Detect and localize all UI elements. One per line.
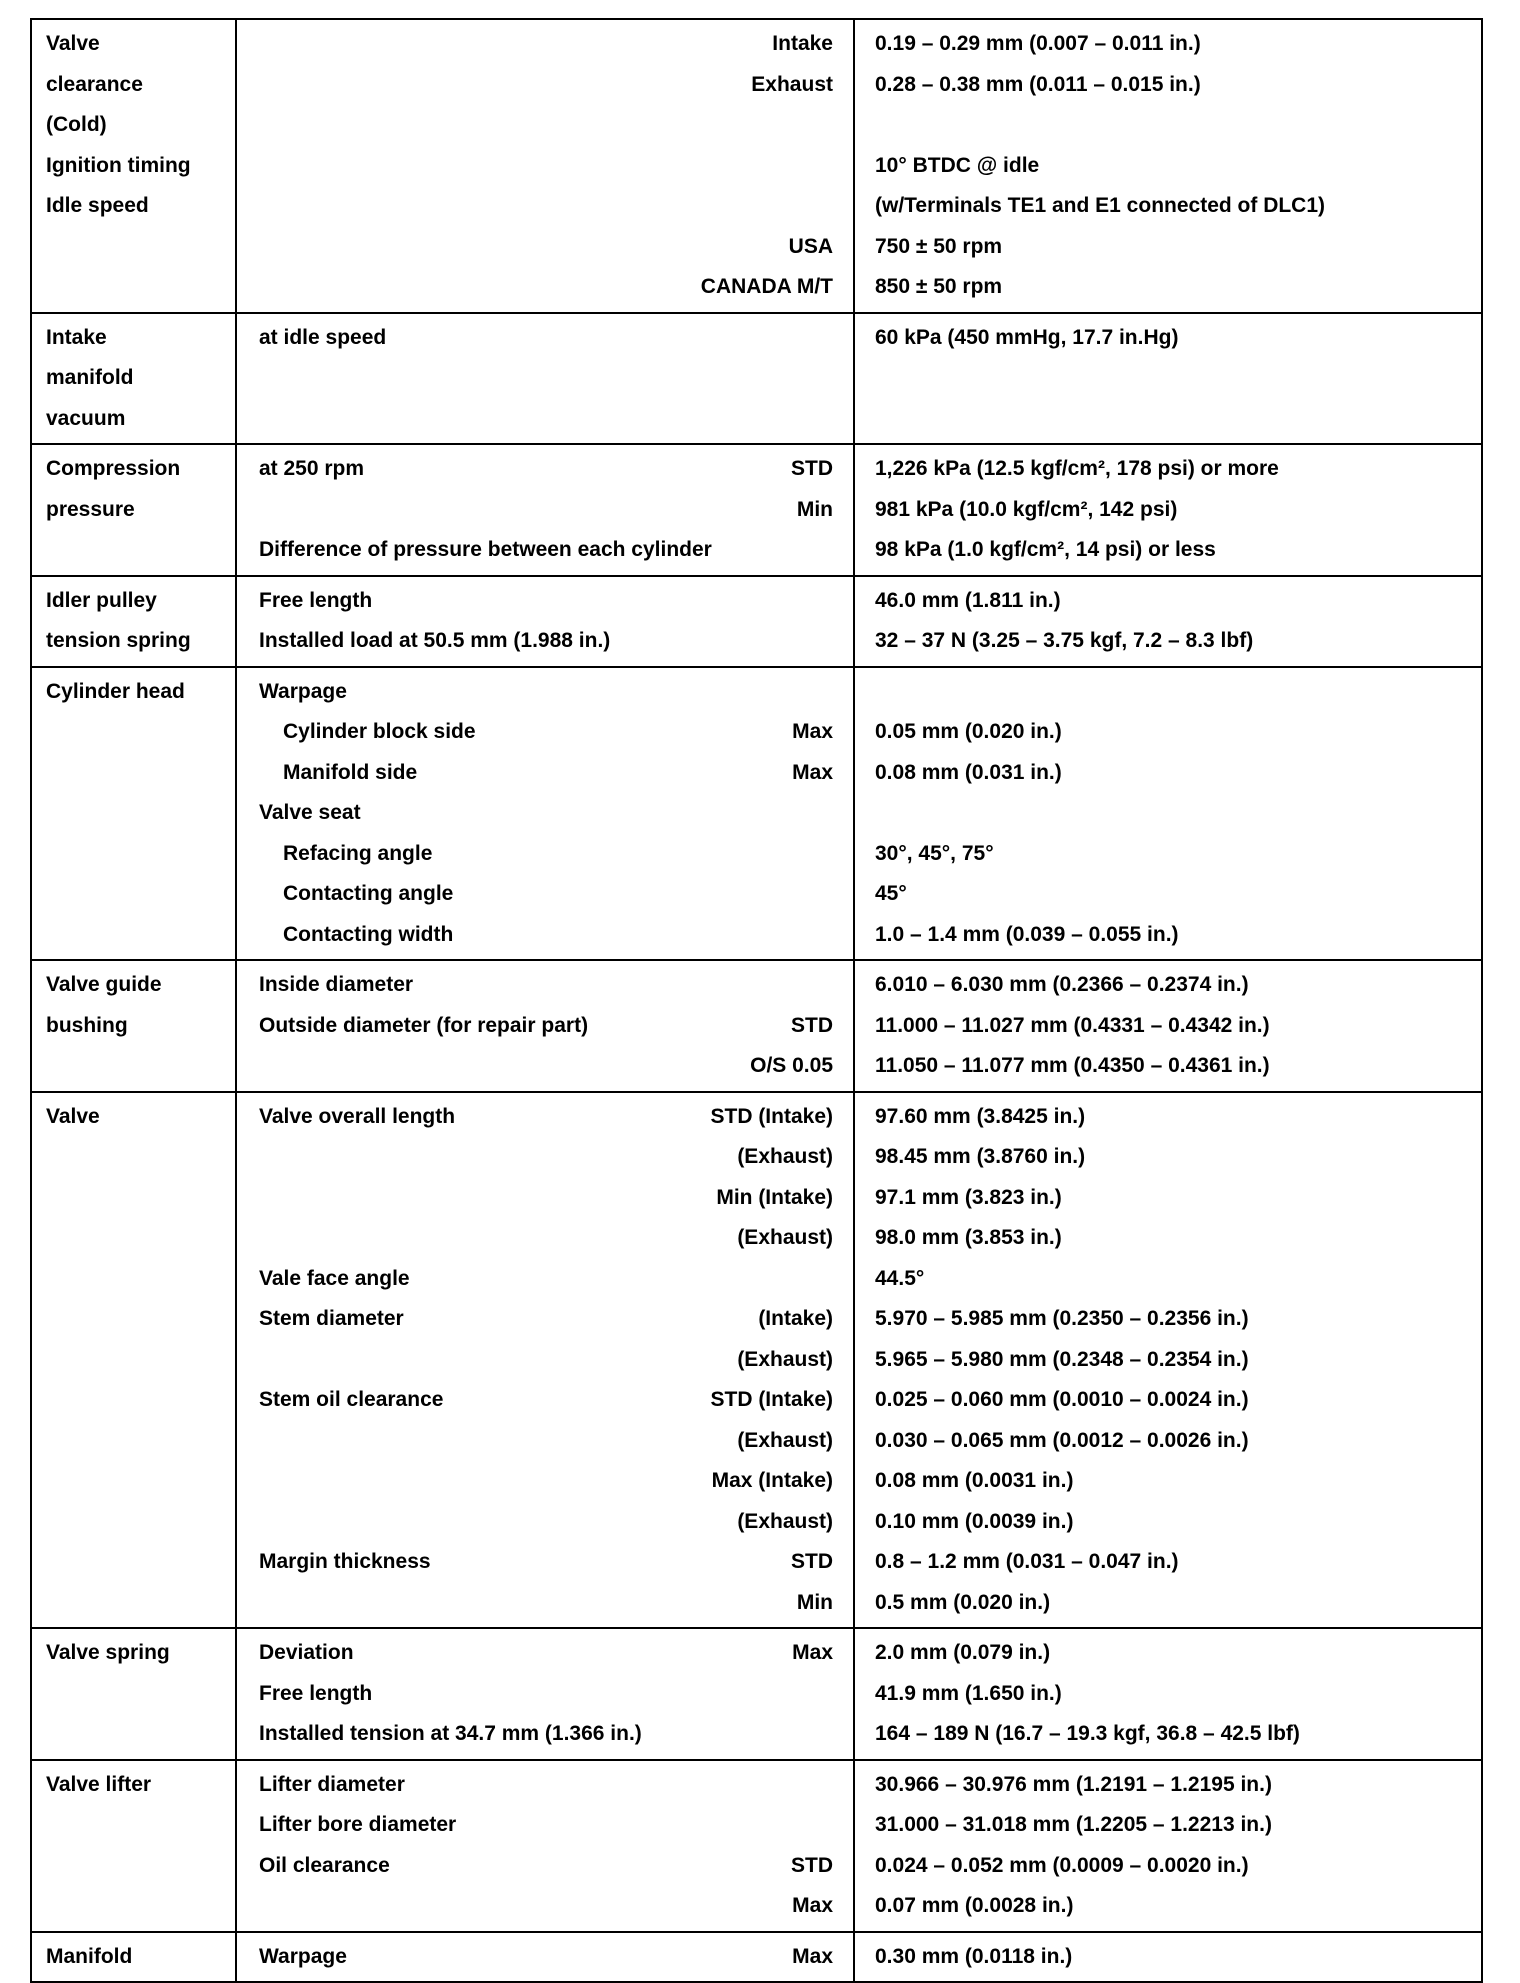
spec-value: 30.966 – 30.976 mm (1.2191 – 1.2195 in.) <box>875 1765 1473 1806</box>
spec-value: 0.08 mm (0.031 in.) <box>875 753 1473 794</box>
condition-row <box>259 874 833 915</box>
section-label-line: tension spring <box>46 621 235 662</box>
spec-value: 0.030 – 0.065 mm (0.0012 – 0.0026 in.) <box>875 1421 1473 1462</box>
spec-section <box>30 577 1483 668</box>
condition-column <box>237 1093 855 1628</box>
condition-qualifier: Exhaust <box>751 65 833 106</box>
condition-column <box>237 577 855 666</box>
condition-row <box>259 1046 833 1087</box>
condition-qualifier: CANADA M/T <box>701 267 833 308</box>
condition-label: Warpage <box>259 1937 347 1978</box>
condition-row <box>259 227 833 268</box>
spec-value: 6.010 – 6.030 mm (0.2366 – 0.2374 in.) <box>875 965 1473 1006</box>
condition-label: Installed tension at 34.7 mm (1.366 in.) <box>259 1714 642 1755</box>
condition-qualifier: Intake <box>772 24 833 65</box>
value-column <box>855 668 1481 960</box>
spec-section <box>30 1933 1483 1983</box>
condition-qualifier: STD (Intake) <box>710 1097 833 1138</box>
condition-row <box>259 1937 833 1978</box>
condition-column <box>237 314 855 444</box>
condition-label: Warpage <box>259 672 347 713</box>
condition-label: Free length <box>259 581 372 622</box>
spec-value: 97.1 mm (3.823 in.) <box>875 1178 1473 1219</box>
condition-column <box>237 20 855 312</box>
spec-section <box>30 1761 1483 1933</box>
condition-qualifier: USA <box>789 227 833 268</box>
spec-value: 0.07 mm (0.0028 in.) <box>875 1886 1473 1927</box>
spec-value: (w/Terminals TE1 and E1 connected of DLC1) <box>875 186 1473 227</box>
condition-label: Vale face angle <box>259 1259 410 1300</box>
condition-column <box>237 1761 855 1931</box>
condition-label: Contacting width <box>259 915 453 956</box>
spec-value: 981 kPa (10.0 kgf/cm², 142 psi) <box>875 490 1473 531</box>
section-label <box>32 1629 237 1759</box>
spec-value: 44.5° <box>875 1259 1473 1300</box>
section-label-line: Intake <box>46 318 235 359</box>
spec-value: 0.28 – 0.38 mm (0.011 – 0.015 in.) <box>875 65 1473 106</box>
condition-row <box>259 793 833 834</box>
spec-value <box>875 399 1473 440</box>
condition-row <box>259 965 833 1006</box>
spec-value: 98 kPa (1.0 kgf/cm², 14 psi) or less <box>875 530 1473 571</box>
spec-value: 98.0 mm (3.853 in.) <box>875 1218 1473 1259</box>
condition-qualifier: (Exhaust) <box>737 1340 833 1381</box>
condition-qualifier: Min (Intake) <box>716 1178 833 1219</box>
condition-row <box>259 1542 833 1583</box>
condition-column <box>237 961 855 1091</box>
condition-qualifier: STD <box>791 449 833 490</box>
spec-value: 0.5 mm (0.020 in.) <box>875 1583 1473 1624</box>
condition-label: Free length <box>259 1674 372 1715</box>
condition-label: Oil clearance <box>259 1846 390 1887</box>
spec-table <box>30 18 1483 1983</box>
condition-row <box>259 621 833 662</box>
condition-row <box>259 581 833 622</box>
condition-row <box>259 399 833 440</box>
condition-label: at idle speed <box>259 318 386 359</box>
section-label-line: (Cold) <box>46 105 235 146</box>
condition-qualifier: STD (Intake) <box>710 1380 833 1421</box>
spec-value <box>875 672 1473 713</box>
condition-qualifier: (Exhaust) <box>737 1421 833 1462</box>
spec-value: 2.0 mm (0.079 in.) <box>875 1633 1473 1674</box>
condition-column <box>237 445 855 575</box>
value-column <box>855 961 1481 1091</box>
spec-value <box>875 105 1473 146</box>
condition-label: Lifter bore diameter <box>259 1805 456 1846</box>
condition-row <box>259 318 833 359</box>
condition-qualifier: Min <box>797 490 833 531</box>
condition-label: Lifter diameter <box>259 1765 405 1806</box>
value-column <box>855 445 1481 575</box>
condition-row <box>259 1259 833 1300</box>
spec-value <box>875 358 1473 399</box>
condition-row <box>259 1674 833 1715</box>
spec-value: 1,226 kPa (12.5 kgf/cm², 178 psi) or more <box>875 449 1473 490</box>
condition-row <box>259 1340 833 1381</box>
section-label <box>32 577 237 666</box>
condition-row <box>259 1846 833 1887</box>
condition-label: Deviation <box>259 1633 354 1674</box>
section-label <box>32 961 237 1091</box>
spec-value: 98.45 mm (3.8760 in.) <box>875 1137 1473 1178</box>
condition-label: Refacing angle <box>259 834 432 875</box>
section-label-line: Valve lifter <box>46 1765 235 1806</box>
condition-row <box>259 65 833 106</box>
spec-value: 32 – 37 N (3.25 – 3.75 kgf, 7.2 – 8.3 lbf) <box>875 621 1473 662</box>
condition-label: Stem oil clearance <box>259 1380 443 1421</box>
condition-row <box>259 105 833 146</box>
condition-label: Installed load at 50.5 mm (1.988 in.) <box>259 621 610 662</box>
section-label-line: Valve <box>46 24 235 65</box>
condition-label: Contacting angle <box>259 874 453 915</box>
section-label-line: vacuum <box>46 399 235 440</box>
condition-qualifier: Max (Intake) <box>712 1461 833 1502</box>
condition-row <box>259 1765 833 1806</box>
condition-label: Difference of pressure between each cylinder <box>259 530 712 571</box>
condition-label: Valve overall length <box>259 1097 455 1138</box>
spec-value: 41.9 mm (1.650 in.) <box>875 1674 1473 1715</box>
condition-column <box>237 668 855 960</box>
condition-row <box>259 1421 833 1462</box>
condition-qualifier: Max <box>792 712 833 753</box>
condition-row <box>259 267 833 308</box>
section-label <box>32 20 237 312</box>
condition-qualifier: Max <box>792 753 833 794</box>
spec-value: 0.024 – 0.052 mm (0.0009 – 0.0020 in.) <box>875 1846 1473 1887</box>
condition-row <box>259 712 833 753</box>
condition-qualifier: (Exhaust) <box>737 1502 833 1543</box>
condition-row <box>259 1461 833 1502</box>
spec-section <box>30 18 1483 314</box>
condition-row <box>259 1137 833 1178</box>
spec-value <box>875 793 1473 834</box>
spec-value: 0.025 – 0.060 mm (0.0010 – 0.0024 in.) <box>875 1380 1473 1421</box>
condition-label: Valve seat <box>259 793 361 834</box>
section-label <box>32 1933 237 1982</box>
spec-value: 0.30 mm (0.0118 in.) <box>875 1937 1473 1978</box>
section-label <box>32 314 237 444</box>
section-label-line: Valve guide <box>46 965 235 1006</box>
condition-row <box>259 1218 833 1259</box>
section-label-line <box>46 530 235 571</box>
condition-row <box>259 490 833 531</box>
condition-column <box>237 1933 855 1982</box>
condition-row <box>259 915 833 956</box>
condition-row <box>259 1380 833 1421</box>
condition-qualifier: Min <box>797 1583 833 1624</box>
section-label-line: Idler pulley <box>46 581 235 622</box>
spec-value: 11.000 – 11.027 mm (0.4331 – 0.4342 in.) <box>875 1006 1473 1047</box>
value-column <box>855 314 1481 444</box>
section-label-line: Cylinder head <box>46 672 235 713</box>
spec-section <box>30 961 1483 1093</box>
section-label <box>32 668 237 960</box>
spec-value: 0.8 – 1.2 mm (0.031 – 0.047 in.) <box>875 1542 1473 1583</box>
condition-label: Cylinder block side <box>259 712 476 753</box>
condition-qualifier: (Intake) <box>758 1299 833 1340</box>
spec-section <box>30 314 1483 446</box>
condition-label: Margin thickness <box>259 1542 431 1583</box>
condition-row <box>259 1178 833 1219</box>
condition-row <box>259 1502 833 1543</box>
spec-value: 1.0 – 1.4 mm (0.039 – 0.055 in.) <box>875 915 1473 956</box>
spec-value: 850 ± 50 rpm <box>875 267 1473 308</box>
section-label-line: Manifold <box>46 1937 235 1978</box>
condition-qualifier: STD <box>791 1542 833 1583</box>
spec-section <box>30 1629 1483 1761</box>
section-label-line: clearance <box>46 65 235 106</box>
condition-label: Outside diameter (for repair part) <box>259 1006 588 1047</box>
condition-row <box>259 530 833 571</box>
condition-row <box>259 1633 833 1674</box>
spec-value: 0.10 mm (0.0039 in.) <box>875 1502 1473 1543</box>
condition-row <box>259 672 833 713</box>
spec-value: 60 kPa (450 mmHg, 17.7 in.Hg) <box>875 318 1473 359</box>
condition-row <box>259 1006 833 1047</box>
condition-label: Inside diameter <box>259 965 413 1006</box>
spec-value: 30°, 45°, 75° <box>875 834 1473 875</box>
spec-value: 46.0 mm (1.811 in.) <box>875 581 1473 622</box>
section-label-line: Valve spring <box>46 1633 235 1674</box>
value-column <box>855 1629 1481 1759</box>
spec-value: 750 ± 50 rpm <box>875 227 1473 268</box>
spec-value: 5.965 – 5.980 mm (0.2348 – 0.2354 in.) <box>875 1340 1473 1381</box>
section-label-line: Compression <box>46 449 235 490</box>
spec-value: 0.05 mm (0.020 in.) <box>875 712 1473 753</box>
section-label-line: Valve <box>46 1097 235 1138</box>
condition-qualifier: Max <box>792 1937 833 1978</box>
section-label-line: Idle speed <box>46 186 235 227</box>
condition-row <box>259 1805 833 1846</box>
spec-value: 5.970 – 5.985 mm (0.2350 – 0.2356 in.) <box>875 1299 1473 1340</box>
section-label-line: bushing <box>46 1006 235 1047</box>
condition-row <box>259 186 833 227</box>
spec-value: 164 – 189 N (16.7 – 19.3 kgf, 36.8 – 42.5 lbf) <box>875 1714 1473 1755</box>
condition-label: Stem diameter <box>259 1299 404 1340</box>
condition-row <box>259 24 833 65</box>
section-label <box>32 1761 237 1931</box>
condition-qualifier: Max <box>792 1633 833 1674</box>
value-column <box>855 20 1481 312</box>
condition-row <box>259 449 833 490</box>
condition-row <box>259 1097 833 1138</box>
section-label-line: pressure <box>46 490 235 531</box>
section-label-line <box>46 227 235 268</box>
section-label <box>32 445 237 575</box>
spec-value: 11.050 – 11.077 mm (0.4350 – 0.4361 in.) <box>875 1046 1473 1087</box>
condition-qualifier: O/S 0.05 <box>750 1046 833 1087</box>
condition-qualifier: STD <box>791 1846 833 1887</box>
spec-value: 45° <box>875 874 1473 915</box>
value-column <box>855 1933 1481 1982</box>
spec-value: 97.60 mm (3.8425 in.) <box>875 1097 1473 1138</box>
condition-row <box>259 834 833 875</box>
condition-row <box>259 1299 833 1340</box>
condition-row <box>259 1583 833 1624</box>
condition-row <box>259 1886 833 1927</box>
section-label-line: Ignition timing <box>46 146 235 187</box>
value-column <box>855 1761 1481 1931</box>
condition-label: at 250 rpm <box>259 449 364 490</box>
spec-section <box>30 668 1483 962</box>
spec-value: 0.19 – 0.29 mm (0.007 – 0.011 in.) <box>875 24 1473 65</box>
condition-label: Manifold side <box>259 753 417 794</box>
condition-row <box>259 358 833 399</box>
spec-value: 31.000 – 31.018 mm (1.2205 – 1.2213 in.) <box>875 1805 1473 1846</box>
spec-value: 10° BTDC @ idle <box>875 146 1473 187</box>
condition-qualifier: STD <box>791 1006 833 1047</box>
condition-qualifier: (Exhaust) <box>737 1137 833 1178</box>
spec-section <box>30 445 1483 577</box>
value-column <box>855 577 1481 666</box>
section-label <box>32 1093 237 1628</box>
spec-value: 0.08 mm (0.0031 in.) <box>875 1461 1473 1502</box>
condition-row <box>259 146 833 187</box>
condition-qualifier: Max <box>792 1886 833 1927</box>
condition-row <box>259 753 833 794</box>
condition-column <box>237 1629 855 1759</box>
value-column <box>855 1093 1481 1628</box>
condition-qualifier: (Exhaust) <box>737 1218 833 1259</box>
section-label-line: manifold <box>46 358 235 399</box>
spec-section <box>30 1093 1483 1630</box>
condition-row <box>259 1714 833 1755</box>
